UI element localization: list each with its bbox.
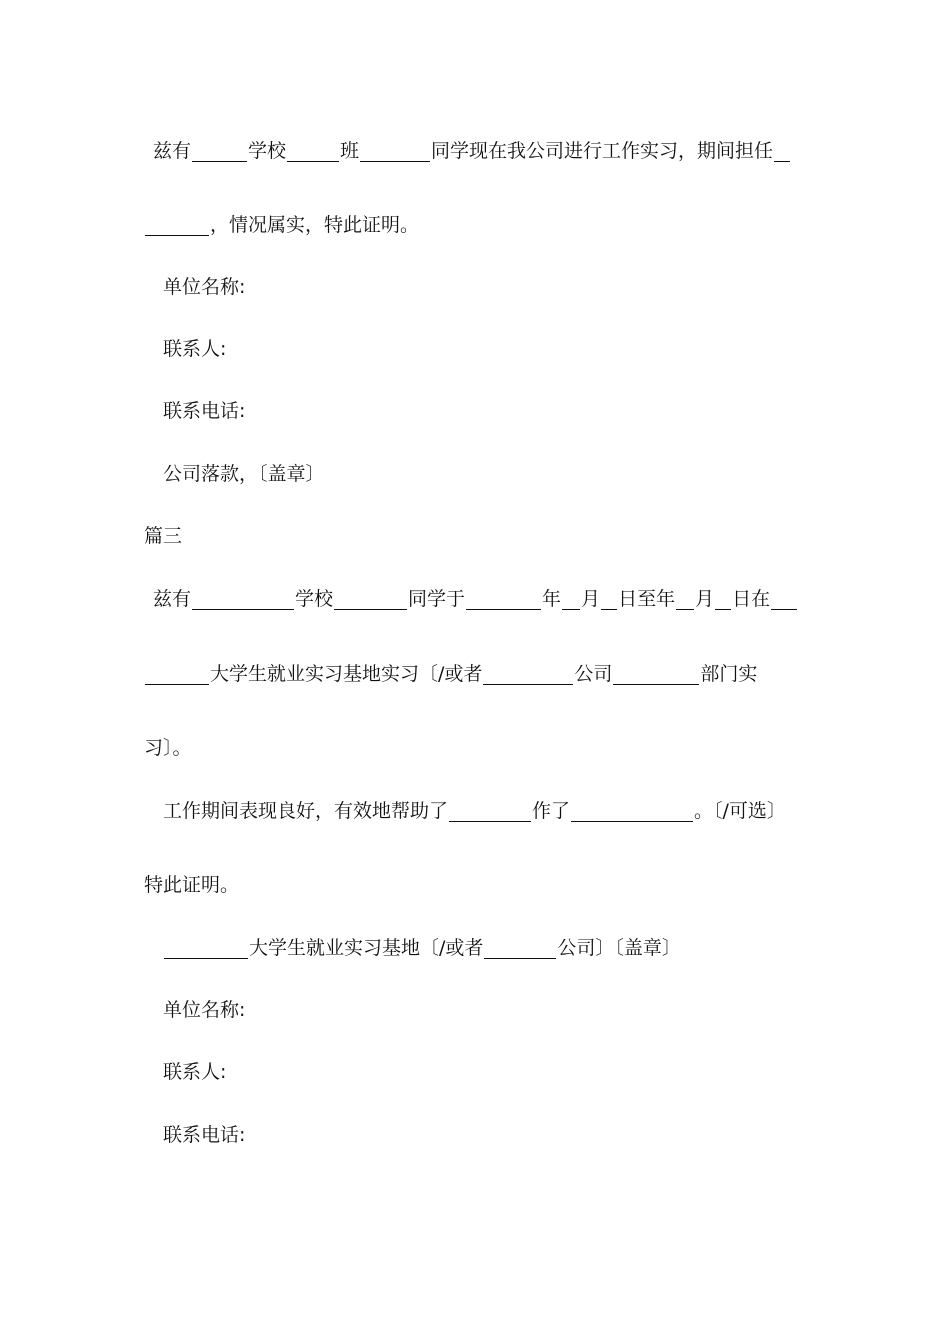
section3-line-6	[163, 935, 950, 961]
text: 日至年	[618, 588, 676, 610]
text: 习〕。	[144, 737, 192, 759]
text: 工作期间表现良好，有效地帮助了	[163, 800, 449, 822]
school-blank	[192, 589, 294, 610]
section3-line-2	[144, 661, 950, 687]
helped-blank	[449, 801, 531, 822]
text: 大学生就业实习基地〔/或者	[249, 937, 484, 959]
section3-line-4	[163, 798, 950, 824]
text: 。〔/可选〕	[694, 800, 786, 822]
contact-person-label	[163, 336, 950, 362]
certificate-paragraph-line-1	[153, 138, 950, 164]
label-text: 单位名称:	[163, 999, 246, 1021]
label-text: 单位名称:	[163, 276, 246, 298]
text: 年	[542, 588, 562, 610]
text: ，情况属实，特此证明。	[210, 214, 420, 236]
label-text: 联系人:	[163, 338, 227, 360]
label-text: 公司落款，〔盖章〕	[163, 463, 325, 485]
department-blank	[613, 664, 699, 685]
section3-line-3	[144, 735, 950, 761]
company-seal-line	[163, 461, 950, 487]
section-heading	[144, 523, 950, 549]
text: 班	[340, 140, 360, 162]
section3-line-5	[144, 872, 950, 898]
day-blank-2	[715, 589, 731, 610]
year-blank	[466, 589, 541, 610]
text: 公司〕〔盖章〕	[557, 937, 681, 959]
contact-person-label-2	[163, 1059, 950, 1085]
text: 兹有	[153, 588, 192, 610]
class-blank	[287, 141, 339, 162]
text: 部门实	[700, 663, 758, 685]
text: 学校	[295, 588, 334, 610]
label-text: 联系电话:	[163, 1124, 246, 1146]
student-blank	[334, 589, 407, 610]
student-blank	[360, 141, 430, 162]
unit-name-label-2	[163, 997, 950, 1023]
day-blank	[601, 589, 617, 610]
text: 日在	[732, 588, 771, 610]
text: 作了	[532, 800, 571, 822]
place-blank-continued	[145, 664, 209, 685]
university-blank	[164, 938, 248, 959]
text: 月	[581, 588, 601, 610]
position-blank-continued	[145, 215, 209, 236]
company-blank	[483, 664, 573, 685]
month-blank	[562, 589, 580, 610]
label-text: 联系人:	[163, 1061, 227, 1083]
label-text: 联系电话:	[163, 400, 246, 422]
text: 月	[695, 588, 715, 610]
contact-phone-label-2	[163, 1122, 950, 1148]
text: 大学生就业实习基地实习〔/或者	[210, 663, 483, 685]
school-blank	[192, 141, 247, 162]
section3-line-1	[153, 586, 950, 612]
unit-name-label	[163, 274, 950, 300]
company-blank-2	[484, 938, 556, 959]
work-blank	[571, 801, 693, 822]
text: 同学于	[408, 588, 466, 610]
month-blank-2	[676, 589, 694, 610]
place-blank	[771, 589, 797, 610]
text: 特此证明。	[144, 874, 240, 896]
heading-text: 篇三	[144, 525, 183, 547]
text: 同学现在我公司进行工作实习，期间担任	[431, 140, 774, 162]
text: 学校	[248, 140, 287, 162]
text: 公司	[574, 663, 613, 685]
contact-phone-label	[163, 398, 950, 424]
position-blank	[774, 141, 790, 162]
certificate-paragraph-line-2	[144, 212, 950, 238]
text: 兹有	[153, 140, 192, 162]
